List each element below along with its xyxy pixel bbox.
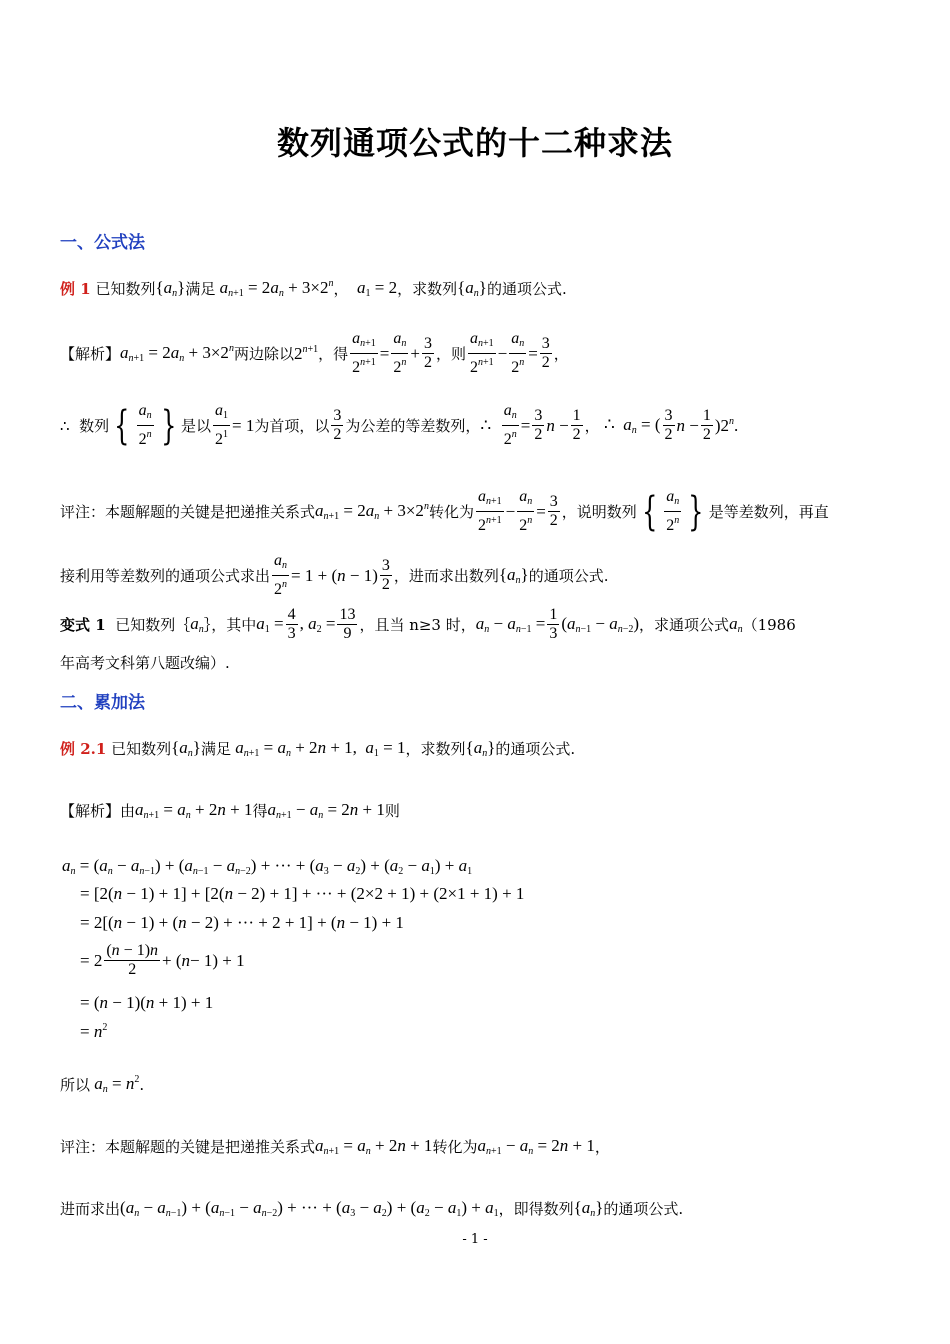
example-1-text: 满足 [185,280,216,298]
derivation-line-1: $a_n = (a_n - a_{n-1}) + (a_{n-1} - a_{n-2})$ + ··· + $(a_3 - a_2) + (a_2 - a_1) + a_1$ [62,856,473,877]
note-2b-text: 进而求出 [60,1200,121,1218]
solution-1-conclusion: ∴ 数列 { $\frac{a_n}{2^n}$ } 是以 $\frac{a_1}{2^1}$ = 1 为首项，以 $\frac{3}{2}$ 为公差的等差数列， ∴ $\frac{a_n}{2^n}$ = $\frac{3}{2}$ n − $\frac{1}{2}$ ， ∴ $a_n$ = ( $\frac{3}{2}$ n − $\frac{1}{2}$ )2$^n$. [60,402,739,449]
note-2-cont: 进而求出 $(a_n - a_{n-1}) + (a_{n-1} - a_{n-2})$ + ··· + $(a_3 - a_2) + (a_2 - a_1) + a_1$ ，即得数列 $\{a_n\}$ 的通项公式. [60,1198,684,1219]
note-1: 评注：本题解题的关键是把递推关系式 $a_{n+1} = 2a_n + 3\times 2^n$ 转化为 $\frac{a_{n+1}}{2^{n+1}}$ − $\frac{a_n}{2^n}$ = $\frac{3}{2}$ ，说明数列 { $\frac{a_n}{2^n}$ } 是等差数列，再直 [60,488,829,535]
derivation-line-2: = [2(n − 1) + 1] + [2(n − 2) + 1] + ··· + (2×2 + 1) + (2×1 + 1) + 1 [80,884,525,903]
note-1-text: 评注：本题解题的关键是把递推关系式 [60,503,316,521]
solution-1-text: ， [553,345,569,363]
variant-1-label: 变式 1 [60,616,106,634]
variant-1-text: 已知数列｛ [115,616,191,634]
solution-2-1-text: 则 [384,802,400,820]
note-2b-text: 的通项公式. [603,1200,684,1218]
conclusion-text: . [139,1075,145,1094]
solution-label: 【解析】 [60,345,121,363]
note-1b-text: 的通项公式. [528,567,609,585]
note-2-text: ， [594,1138,610,1156]
note-1b-text: 接利用等差数列的通项公式求出 [60,567,271,585]
derivation-line-4: = 2 $\frac{(n - 1)n}{2}$ + ( n − 1) + 1 [80,942,245,978]
note-2-text: 评注：本题解题的关键是把递推关系式 [60,1138,316,1156]
example-1-text: 的通项公式. [486,280,567,298]
page-title: 数列通项公式的十二种求法 [276,124,673,162]
conclusion-text: 所以 [60,1076,91,1094]
example-2-1-text: ，求数列 [405,740,466,758]
example-1-text: ，求数列 [397,280,458,298]
example-1-label: 例 1 [60,280,91,298]
therefore-symbol: ∴ [60,416,70,435]
derivation-line-3: = 2[(n − 1) + (n − 2) + ··· + 2 + 1] + (n − 1) + 1 [80,913,404,932]
solution-label: 【解析】 [60,802,121,820]
section-heading-cumulative: 二、累加法 [60,693,145,713]
solution-1b-text: ， [584,417,600,435]
example-1-text: 已知数列 [95,280,156,298]
solution-2-1: 【解析】 由 $a_{n+1} = a_n + 2n + 1$ 得 $a_{n+1} - a_n = 2n + 1$ 则 [60,800,400,821]
variant-1-source: 年高考文科第八题改编）. [60,654,230,672]
derivation-line-6: = $n^2$ [80,1022,108,1041]
variant-1-text: ，求通项公式 [639,616,730,634]
section-heading-formula: 一、公式法 [60,233,145,253]
conclusion-2-1: 所以 $a_n = n^2$ . [60,1074,145,1095]
note-1b-text: ，进而求出数列 [393,567,499,585]
note-2-text: 转化为 [432,1138,478,1156]
variant-1: 变式 1 已知数列｛ $a_n$ ｝，其中 $a_1$ = $\frac{4}{3}$ , $a_2$ = $\frac{13}{9}$ ，且当 n≥3 时， $a_n - a_{n-1}$ = $\frac{1}{3}$ $(a_{n-1} - a_{n-2})$ ，求通项公式 $a_n$ （1986 [60,606,796,642]
solution-1-text: ，得 [318,345,349,363]
note-2: 评注：本题解题的关键是把递推关系式 $a_{n+1} = a_n + 2n + 1$ 转化为 $a_{n+1} - a_n = 2n + 1$ ， [60,1136,610,1157]
solution-1: 【解析】 $a_{n+1} = 2a_n + 3\times 2^n$ 两边除以 $2^{n+1}$ ，得 $\frac{a_{n+1}}{2^{n+1}}$ = $\frac{a_n}{2^n}$ + $\frac{3}{2}$ ，则 $\frac{a_{n+1}}{2^{n+1}}$ − $\frac{a_n}{2^n}$ = $\frac{3}{2}$ ， [60,330,569,376]
example-2-1-text: 满足 [200,740,231,758]
variant-1-text: ｝，其中 [203,616,257,634]
page-number: - 1 - [462,1232,488,1247]
example-2-1: 例 2.1 已知数列 $\{a_n\}$ 满足 $a_{n+1} = a_n + 2n + 1$, $a_1 = 1$ ，求数列 $\{a_n\}$ 的通项公式. [60,738,576,759]
note-1-text: 是等差数列，再直 [708,503,829,521]
note-1-text: 转化为 [428,503,474,521]
note-2b-text: ，即得数列 [498,1200,574,1218]
solution-1b-text: 为首项，以 [254,417,330,435]
variant-1-text: （1986 [742,616,796,634]
note-1-text: ，说明数列 [561,503,637,521]
example-2-1-text: 的通项公式. [495,740,576,758]
example-2-1-text: 已知数列 [111,740,172,758]
derivation-line-5: = (n − 1)(n + 1) + 1 [80,993,214,1012]
solution-1b-text: 数列 [79,417,110,435]
solution-1-text: 两边除以 [233,345,294,363]
example-1-text: ， [333,280,349,298]
example-1: 例 1 已知数列 $\{a_n\}$ 满足 $a_{n+1} = 2a_n + 3\times 2^n$ ， $a_1 = 2$ ，求数列 $\{a_n\}$ 的通项公式. [60,278,567,299]
solution-1b-text: 是以 [181,417,212,435]
solution-2-1-text: 得 [252,802,268,820]
solution-2-1-text: 由 [120,802,136,820]
note-1-cont: 接利用等差数列的通项公式求出 $\frac{a_n}{2^n}$ = 1 + (n − 1) $\frac{3}{2}$ ，进而求出数列 $\{a_n\}$ 的通项公式. [60,552,609,598]
solution-1-text: ，则 [435,345,466,363]
example-2-1-label: 例 2.1 [60,740,107,758]
variant-1-text: ，且当 n≥3 时， [359,616,476,634]
solution-1b-text: 为公差的等差数列， [345,417,481,435]
